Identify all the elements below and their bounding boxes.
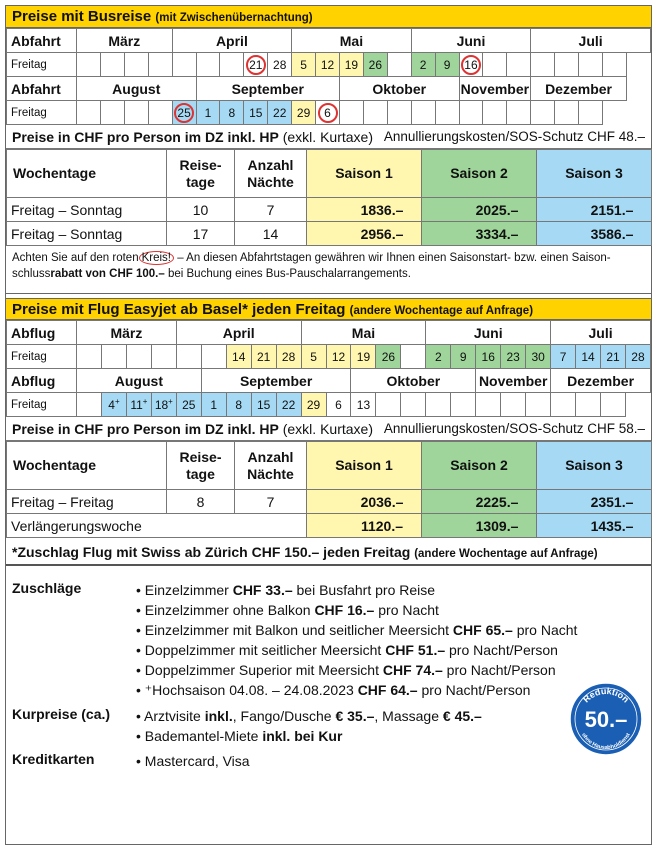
item-text: Doppelzimmer mit seitlicher Meersicht	[144, 642, 386, 658]
month-label: August	[77, 77, 197, 101]
list-item: • Mastercard, Visa	[136, 751, 636, 771]
day-cell: 9	[451, 345, 476, 369]
item-text: pro Nacht	[374, 602, 439, 618]
bus-day-row-2	[7, 101, 651, 125]
row-nights: 7	[235, 198, 307, 222]
day-cell	[555, 101, 579, 125]
item-price: inkl.	[204, 708, 233, 724]
month-label: März	[77, 29, 173, 53]
day-cell	[201, 345, 226, 369]
day-cell	[435, 101, 459, 125]
day-cell: 25	[176, 393, 201, 417]
day-cell	[387, 53, 411, 77]
day-cell	[579, 53, 603, 77]
day-cell	[220, 53, 244, 77]
day-cell	[602, 53, 626, 77]
col-season-2: Saison 2	[422, 442, 537, 490]
discount-note	[6, 246, 651, 294]
col-nights-l2: Nächte	[247, 465, 294, 482]
day-cell	[316, 101, 340, 125]
col-weekdays: Wochentage	[7, 442, 167, 490]
weekday-label: Freitag	[7, 53, 77, 77]
month-label: Juli	[551, 321, 651, 345]
col-nights-l1: Anzahl	[247, 448, 294, 465]
item-text: Arztvisite	[144, 708, 205, 724]
bus-price-heading	[6, 125, 651, 149]
col-season-1: Saison 1	[307, 150, 422, 198]
note-text: bei Buchung eines Bus-Pauschalarrangements.	[164, 268, 411, 280]
item-text: pro Nacht/Person	[445, 642, 558, 658]
discount-circle: 16	[461, 55, 481, 75]
price-title-note: (exkl. Kurtaxe)	[282, 129, 373, 145]
day-cell: 7	[551, 345, 576, 369]
day-cell	[531, 101, 555, 125]
list-item	[136, 706, 636, 726]
day-cell	[100, 101, 124, 125]
col-season-3: Saison 3	[537, 150, 652, 198]
item-price: CHF 33.–	[232, 582, 293, 598]
list-item	[136, 580, 636, 600]
day-cell: 5	[301, 345, 326, 369]
day-cell: 1	[201, 393, 226, 417]
discount-circle: 25	[174, 103, 194, 123]
day-cell	[579, 101, 603, 125]
surcharge-note: (andere Wochentage auf Anfrage)	[414, 548, 598, 560]
day-cell: 28	[276, 345, 301, 369]
day-cell: 22	[276, 393, 301, 417]
note-text: – An diesen Abfahrtstagen gewähren wir Ihnen einen Saisonstart- bzw. einen Saison-	[174, 252, 611, 264]
bus-section-title	[6, 6, 651, 28]
item-text: Einzelzimmer mit Balkon und seitlicher Meersicht	[144, 622, 453, 638]
bus-price-table	[6, 149, 652, 246]
day-cell: 8	[226, 393, 251, 417]
price-title: Preise in CHF pro Person im DZ inkl. HP	[12, 421, 279, 437]
day-cell	[126, 345, 151, 369]
day-value: 18	[154, 398, 169, 412]
cancellation-cost: Annullierungskosten/SOS-Schutz CHF 58.–	[383, 421, 645, 436]
day-cell: 29	[292, 101, 316, 125]
weekday-label: Freitag	[7, 393, 77, 417]
col-season-1: Saison 1	[307, 442, 422, 490]
day-cell: 14	[576, 345, 601, 369]
flight-section-title	[6, 298, 651, 320]
item-text: pro Nacht	[512, 622, 578, 638]
day-cell: 26	[363, 53, 387, 77]
row-nights: 14	[235, 222, 307, 246]
col-travel-days	[167, 442, 235, 490]
item-price: CHF 51.–	[385, 642, 446, 658]
weekday-label: Freitag	[7, 101, 77, 125]
note-discount: rabatt von CHF 100.–	[50, 268, 165, 280]
day-cell: 12	[316, 53, 340, 77]
day-cell: 26	[376, 345, 401, 369]
day-cell: 15	[244, 101, 268, 125]
item-text: pro Nacht/Person	[417, 682, 531, 698]
day-cell: 21	[251, 345, 276, 369]
note-circle-word: Kreis!	[139, 251, 174, 265]
item-text: Bademantel-Miete	[144, 728, 263, 744]
item-price: CHF 16.–	[314, 602, 375, 618]
day-cell: 28	[625, 345, 650, 369]
day-cell	[459, 101, 483, 125]
day-cell	[172, 53, 196, 77]
bus-title: Preise mit Busreise	[12, 8, 152, 25]
day-cell	[426, 393, 451, 417]
flight-title-note: (andere Wochentage auf Anfrage)	[349, 305, 534, 317]
day-cell	[148, 53, 172, 77]
day-cell: 8	[220, 101, 244, 125]
month-label: Juni	[426, 321, 551, 345]
day-cell	[483, 101, 507, 125]
day-cell	[77, 393, 102, 417]
price-row	[7, 222, 652, 246]
day-cell: 2	[426, 345, 451, 369]
price-season-2: 3334.–	[422, 222, 537, 246]
month-label: Juni	[411, 29, 531, 53]
day-cell: 1	[196, 101, 220, 125]
list-item	[136, 680, 636, 700]
departure-label: Abflug	[7, 321, 77, 345]
list-item	[136, 600, 636, 620]
high-season-mark: +	[168, 397, 173, 406]
day-cell	[576, 393, 601, 417]
month-label: Dezember	[551, 369, 651, 393]
section-label: Zuschläge	[12, 580, 82, 596]
month-label: Mai	[301, 321, 426, 345]
col-travel-days-l2: tage	[186, 173, 215, 190]
price-season-1: 1120.–	[307, 514, 422, 538]
swiss-surcharge	[6, 538, 651, 566]
item-text: , Fango/Dusche	[232, 708, 336, 724]
price-season-1: 2956.–	[307, 222, 422, 246]
bus-month-row-2	[7, 77, 651, 101]
weekday-label: Freitag	[7, 345, 77, 369]
month-label: März	[77, 321, 177, 345]
day-cell: 5	[292, 53, 316, 77]
day-cell: 21	[601, 345, 626, 369]
day-cell	[601, 393, 626, 417]
day-cell	[176, 345, 201, 369]
day-cell	[77, 101, 101, 125]
item-price: inkl. bei Kur	[262, 728, 343, 744]
note-text: Achten Sie auf den roten	[12, 252, 139, 264]
day-cell	[376, 393, 401, 417]
day-cell	[100, 53, 124, 77]
price-season-3: 3586.–	[537, 222, 652, 246]
month-label: November	[459, 77, 531, 101]
month-label: November	[476, 369, 551, 393]
row-days: 10	[167, 198, 235, 222]
day-cell: 12	[326, 345, 351, 369]
kurpreise-list	[136, 706, 636, 746]
flight-calendar	[6, 320, 651, 417]
day-cell: 29	[301, 393, 326, 417]
day-cell	[531, 53, 555, 77]
item-text: Doppelzimmer Superior mit Meersicht	[144, 662, 383, 678]
discount-circle: 6	[318, 103, 338, 123]
item-price: CHF 74.–	[382, 662, 443, 678]
price-row	[7, 514, 652, 538]
price-season-2: 2025.–	[422, 198, 537, 222]
day-cell	[172, 101, 196, 125]
departure-label: Abfahrt	[7, 77, 77, 101]
price-title: Preise in CHF pro Person im DZ inkl. HP	[12, 129, 279, 145]
list-item	[136, 726, 636, 746]
day-cell	[124, 53, 148, 77]
badge-bottom-text: ohne Hausabholdienst	[580, 732, 632, 752]
price-season-1: 2036.–	[307, 490, 422, 514]
day-cell	[411, 101, 435, 125]
item-price: CHF 64.–	[357, 682, 418, 698]
day-cell: 6	[326, 393, 351, 417]
price-season-3: 1435.–	[537, 514, 652, 538]
section-label: Kurpreise (ca.)	[12, 706, 111, 722]
badge-top-text: Reduktion	[581, 685, 632, 705]
day-cell	[551, 393, 576, 417]
col-season-2: Saison 2	[422, 150, 537, 198]
row-label: Freitag – Sonntag	[7, 198, 167, 222]
price-season-1: 1836.–	[307, 198, 422, 222]
day-cell	[387, 101, 411, 125]
day-cell	[77, 53, 101, 77]
day-cell	[555, 53, 579, 77]
item-text: ⁺Hochsaison 04.08. – 24.08.2023	[144, 682, 358, 698]
kreditkarten-section	[12, 751, 632, 775]
section-label: Kreditkarten	[12, 751, 95, 767]
price-header-row	[7, 150, 652, 198]
item-price: € 35.–	[335, 708, 375, 724]
item-text: pro Nacht/Person	[442, 662, 556, 678]
month-label: Dezember	[531, 77, 627, 101]
high-season-mark: +	[142, 397, 148, 406]
day-cell	[148, 101, 172, 125]
flight-price-heading	[6, 417, 651, 441]
day-cell	[363, 101, 387, 125]
day-cell	[124, 101, 148, 125]
day-cell: 23	[501, 345, 526, 369]
day-cell: 16	[476, 345, 501, 369]
price-header-row	[7, 442, 652, 490]
col-travel-days-l1: Reise-	[179, 156, 222, 173]
day-cell	[244, 53, 268, 77]
discount-circle: 21	[246, 55, 266, 75]
col-travel-days	[167, 150, 235, 198]
price-season-3: 2151.–	[537, 198, 652, 222]
flight-price-table	[6, 441, 652, 538]
day-cell	[526, 393, 551, 417]
zuschlaege-section	[12, 580, 632, 704]
reduction-badge	[569, 682, 643, 756]
departure-label: Abfahrt	[7, 29, 77, 53]
day-cell	[101, 393, 126, 417]
col-travel-days-l1: Reise-	[179, 448, 222, 465]
month-label: April	[172, 29, 292, 53]
day-cell	[151, 345, 176, 369]
col-travel-days-l2: tage	[186, 465, 215, 482]
row-nights: 7	[235, 490, 307, 514]
col-season-3: Saison 3	[537, 442, 652, 490]
list-item	[136, 660, 636, 680]
row-days: 17	[167, 222, 235, 246]
kurpreise-section	[12, 706, 632, 750]
month-label: September	[196, 77, 339, 101]
item-text: bei Busfahrt pro Reise	[292, 582, 436, 598]
month-label: September	[201, 369, 351, 393]
day-cell	[483, 53, 507, 77]
badge-value: 50.–	[584, 707, 628, 732]
cancellation-cost: Annullierungskosten/SOS-Schutz CHF 48.–	[383, 129, 645, 144]
flight-month-row-1	[7, 321, 651, 345]
bus-calendar	[6, 28, 651, 125]
price-season-2: 2225.–	[422, 490, 537, 514]
item-text: , Massage	[374, 708, 443, 724]
day-cell	[196, 53, 220, 77]
price-season-3: 2351.–	[537, 490, 652, 514]
day-cell: 15	[251, 393, 276, 417]
day-cell	[501, 393, 526, 417]
flight-day-row-2	[7, 393, 651, 417]
flight-day-row-1	[7, 345, 651, 369]
day-cell	[507, 101, 531, 125]
row-days: 8	[167, 490, 235, 514]
col-weekdays: Wochentage	[7, 150, 167, 198]
day-cell	[507, 53, 531, 77]
price-title-note: (exkl. Kurtaxe)	[282, 421, 373, 437]
bus-day-row-1	[7, 53, 651, 77]
list-item	[136, 640, 636, 660]
day-cell	[451, 393, 476, 417]
bus-title-note: (mit Zwischenübernachtung)	[155, 12, 313, 24]
price-sheet	[5, 5, 652, 845]
day-cell: 22	[268, 101, 292, 125]
flight-title: Preise mit Flug Easyjet ab Basel* jeden Freitag	[12, 301, 346, 318]
day-cell	[126, 393, 151, 417]
day-cell: 19	[339, 53, 363, 77]
item-price: € 45.–	[442, 708, 482, 724]
flight-month-row-2	[7, 369, 651, 393]
day-cell: 19	[351, 345, 376, 369]
item-price: CHF 65.–	[452, 622, 513, 638]
day-cell	[339, 101, 363, 125]
day-cell	[101, 345, 126, 369]
col-nights	[235, 442, 307, 490]
month-label: August	[77, 369, 202, 393]
day-cell: 14	[226, 345, 251, 369]
row-label: Freitag – Sonntag	[7, 222, 167, 246]
col-nights	[235, 150, 307, 198]
month-label: Oktober	[339, 77, 459, 101]
day-cell	[459, 53, 483, 77]
departure-label: Abflug	[7, 369, 77, 393]
day-value: 11	[130, 398, 143, 412]
high-season-mark: +	[114, 397, 120, 406]
day-cell	[401, 393, 426, 417]
day-cell	[77, 345, 102, 369]
item-text: Einzelzimmer ohne Balkon	[144, 602, 315, 618]
list-item	[136, 620, 636, 640]
note-text: schluss	[12, 268, 51, 280]
row-label: Verlängerungswoche	[7, 514, 307, 538]
item-text: Einzelzimmer	[144, 582, 233, 598]
day-cell: 28	[268, 53, 292, 77]
month-label: Oktober	[351, 369, 476, 393]
day-cell: 9	[435, 53, 459, 77]
day-cell	[476, 393, 501, 417]
day-cell: 13	[351, 393, 376, 417]
zuschlaege-list	[136, 580, 636, 700]
kreditkarten-list	[136, 751, 636, 771]
month-label: Juli	[531, 29, 651, 53]
price-row	[7, 490, 652, 514]
day-cell: 30	[526, 345, 551, 369]
col-nights-l2: Nächte	[247, 173, 294, 190]
price-season-2: 1309.–	[422, 514, 537, 538]
price-row	[7, 198, 652, 222]
day-cell	[151, 393, 176, 417]
month-label: April	[176, 321, 301, 345]
surcharge-text: *Zuschlag Flug mit Swiss ab Zürich CHF 150.– jeden Freitag	[12, 544, 411, 560]
day-value: 4	[108, 398, 115, 412]
col-nights-l1: Anzahl	[247, 156, 294, 173]
row-label: Freitag – Freitag	[7, 490, 167, 514]
month-label: Mai	[292, 29, 412, 53]
day-cell: 2	[411, 53, 435, 77]
bus-month-row-1	[7, 29, 651, 53]
day-cell	[401, 345, 426, 369]
